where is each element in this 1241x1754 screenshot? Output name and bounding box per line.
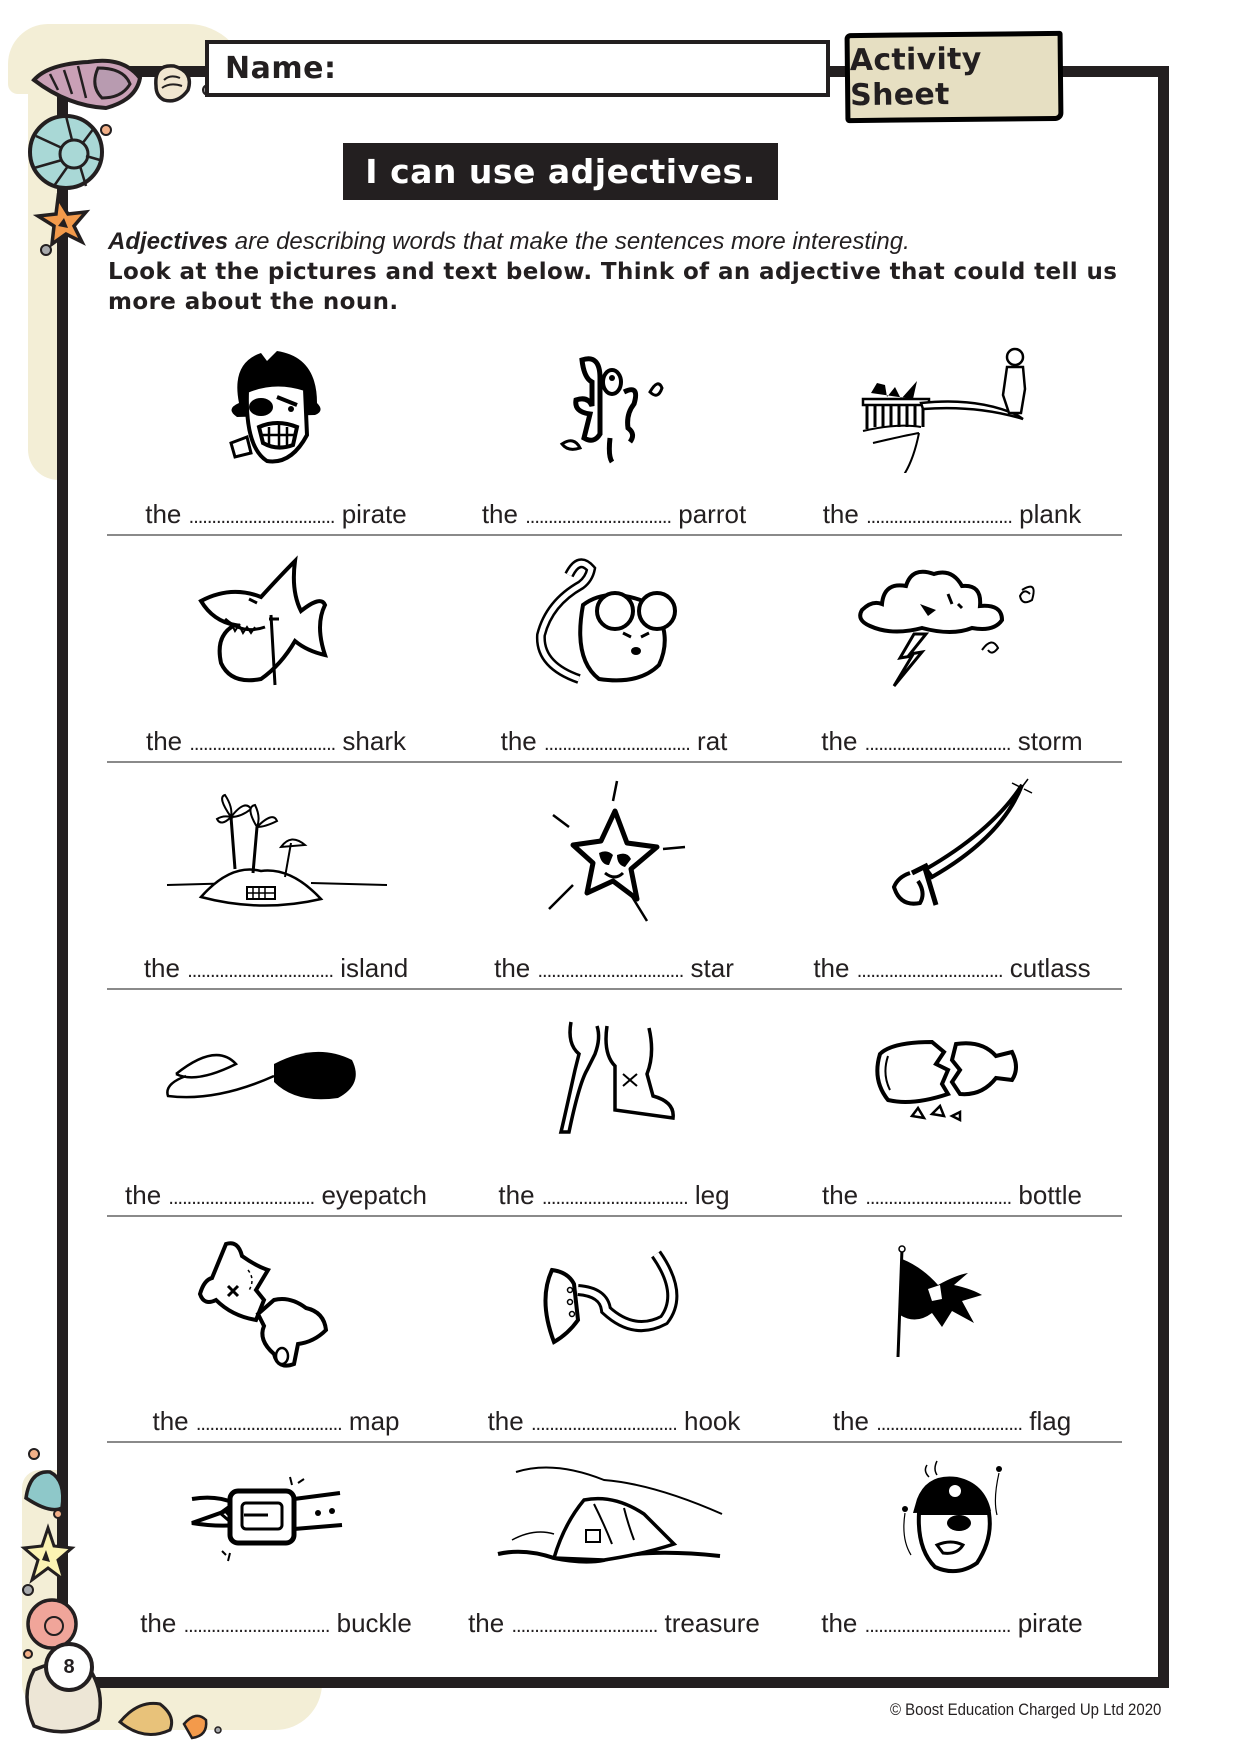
cutlass-icon [852,777,1052,927]
blank-label: the ................................ eyepatch [125,1180,427,1210]
exercise-item [107,536,445,763]
noun: treasure [664,1608,760,1638]
blank-label: the ................................ storm [821,726,1083,756]
blank-line[interactable]: ................................ [525,506,672,528]
blank-line[interactable]: ................................ [511,1615,658,1637]
frame-border-right [1158,66,1169,1688]
exercise-item [445,330,783,536]
adjective-definition [108,227,1118,257]
blank-line[interactable]: ................................ [188,506,335,528]
exercise-row-4 [107,990,1122,1217]
exercise-item [107,330,445,536]
walk-the-plank-icon [857,343,1047,473]
noun: hook [684,1406,741,1436]
activity-sheet-sign [845,31,1064,123]
star-icon [539,777,689,927]
blank-label: the ................................ map [152,1406,400,1436]
page-title-banner [343,143,778,200]
name-label: Name: [225,51,337,86]
storm-cloud-icon [852,560,1052,690]
exercise-item [107,1217,445,1443]
blank-line[interactable]: ................................ [865,1187,1012,1209]
blank-line[interactable]: ................................ [195,1413,342,1435]
name-input[interactable] [344,49,826,89]
blank-line[interactable]: ................................ [866,506,1012,528]
blank-label: the ................................ parrot [481,499,747,529]
noun: map [348,1406,400,1436]
exercise-row-1 [107,330,1122,536]
exercise-item [783,990,1121,1217]
blank-label: the ................................ pirate [145,499,407,529]
broken-bottle-icon [852,1024,1052,1134]
noun: plank [1019,499,1082,529]
task-instruction: Look at the pictures and text below. Think of an adjective that could tell us more about the noun. [108,259,1118,315]
exercise-item [445,990,783,1217]
island-icon [161,787,391,917]
exercise-item [107,1443,445,1645]
angry-pirate-icon [221,343,331,473]
smelly-pirate-icon [897,1459,1007,1579]
noun: storm [1017,726,1083,756]
noun: buckle [336,1608,412,1638]
exercise-row-2 [107,536,1122,763]
exercise-row-5 [107,1217,1122,1443]
definition-text: are describing words that make the sentences more interesting. [228,228,910,255]
copyright-notice: © Boost Education Charged Up Ltd 2020 [890,1700,1162,1719]
blank-line[interactable]: ................................ [864,1615,1011,1637]
exercise-item [783,763,1121,990]
shark-icon [191,555,361,695]
blank-label: the ................................ leg [498,1180,730,1210]
treasure-chest-icon [494,1464,734,1574]
blank-line[interactable]: ................................ [189,733,336,755]
blank-label: the ................................ flag [832,1406,1072,1436]
page-title: I can use adjectives. [365,152,756,191]
noun: star [690,953,734,983]
noun: island [340,953,409,983]
noun: pirate [1017,1608,1083,1638]
blank-label: the ................................ treasure [468,1608,760,1638]
blank-line[interactable]: ................................ [876,1413,1023,1435]
parrot-icon [554,348,674,468]
noun: pirate [341,499,407,529]
blank-label: the ................................ pirate [821,1608,1083,1638]
blank-label: the ................................ cutlass [813,953,1091,983]
blank-label: the ................................ buckle [140,1608,412,1638]
peg-leg-icon [539,1014,689,1144]
blank-label: the ................................ hook [487,1406,741,1436]
exercise-item [107,990,445,1217]
exercise-item [445,763,783,990]
activity-sheet-label: Activity Sheet [849,41,982,114]
blank-label: the ................................ island [143,953,409,983]
exercise-item [107,763,445,990]
blank-line[interactable]: ................................ [183,1615,330,1637]
noun: eyepatch [321,1180,427,1210]
page-number: 8 [44,1642,94,1692]
exercise-item [445,1217,783,1443]
belt-buckle-icon [186,1469,366,1569]
blank-label: the ................................ bottle [821,1180,1083,1210]
blank-line[interactable]: ................................ [864,733,1011,755]
exercise-row-6 [107,1443,1122,1645]
instructions [108,227,1118,317]
noun: leg [694,1180,730,1210]
seashell-decoration-icon [28,28,228,258]
blank-line[interactable]: ................................ [544,733,690,755]
noun: flag [1029,1406,1072,1436]
exercise-item [783,536,1121,763]
noun: cutlass [1009,953,1091,983]
blank-line[interactable]: ................................ [187,960,334,982]
blank-label: the ................................ shark [145,726,406,756]
noun: rat [697,726,728,756]
noun: bottle [1018,1180,1083,1210]
eyepatch-icon [156,1024,396,1134]
hook-icon [534,1250,694,1360]
noun: shark [342,726,406,756]
blank-label: the ................................ rat [500,726,728,756]
blank-line[interactable]: ................................ [856,960,1003,982]
blank-line[interactable]: ................................ [168,1187,315,1209]
definition-term: Adjectives [108,228,229,255]
exercise-item [445,536,783,763]
rat-icon [529,555,699,695]
exercise-item [445,1443,783,1645]
name-field[interactable] [205,40,830,97]
noun: parrot [678,499,747,529]
exercise-item [783,1443,1121,1645]
pirate-flag-icon [882,1245,1022,1365]
blank-label: the ................................ plank [822,499,1082,529]
blank-label: the ................................ star [494,953,734,983]
exercise-item [783,330,1121,536]
exercise-item [783,1217,1121,1443]
blank-line[interactable]: ................................ [537,960,684,982]
treasure-map-icon [186,1230,366,1380]
blank-line[interactable]: ................................ [541,1187,688,1209]
exercise-row-3 [107,763,1122,990]
blank-line[interactable]: ................................ [530,1413,677,1435]
